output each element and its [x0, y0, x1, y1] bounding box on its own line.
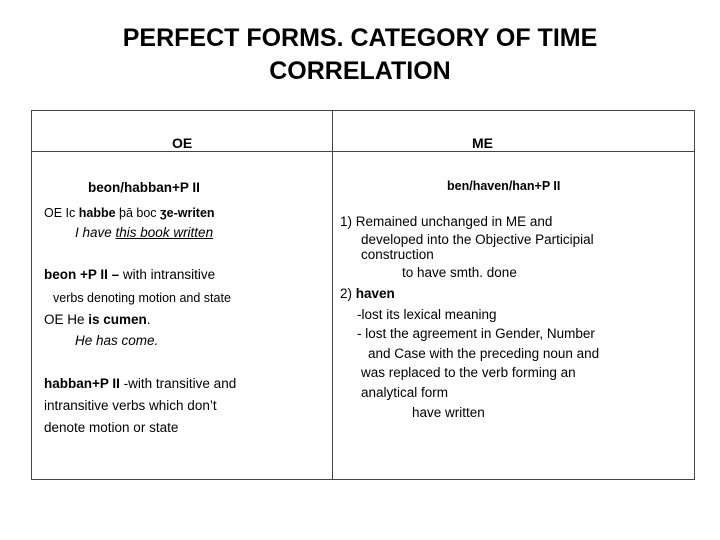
- oe-beon-rule-line2: verbs denoting motion and state: [53, 291, 231, 305]
- me-p1-line2: developed into the Objective Participial: [361, 232, 594, 247]
- me-p1-line3: construction: [361, 247, 434, 262]
- oe-beon-example-bold: is cumen: [88, 312, 147, 327]
- oe-beon-example-end: .: [146, 312, 151, 327]
- oe-beon-translation: He has come.: [75, 333, 159, 348]
- oe-habban-rule-rest: -with transitive and: [119, 376, 237, 391]
- oe-beon-rule: [44, 267, 215, 282]
- header-me: ME: [472, 135, 493, 151]
- oe-formula: beon/habban+P II: [88, 180, 200, 195]
- me-p2-line3: and Case with the preceding noun and: [368, 346, 600, 361]
- oe-translation: [75, 225, 213, 240]
- me-p2-line2: - lost the agreement in Gender, Number: [357, 326, 595, 341]
- title-line-1: PERFECT FORMS. CATEGORY OF TIME: [122, 24, 598, 52]
- oe-habban-rule-line3: denote motion or state: [44, 420, 179, 435]
- me-formula: ben/haven/han+P II: [447, 179, 561, 193]
- me-p2-bold: haven: [355, 286, 395, 301]
- header-divider: [32, 151, 694, 152]
- oe-translation-prefix: I have: [75, 225, 116, 240]
- title-line-2: CORRELATION: [269, 57, 451, 85]
- me-p2-heading: [340, 286, 395, 301]
- me-p2-line1: -lost its lexical meaning: [357, 307, 497, 322]
- column-divider: [332, 111, 333, 479]
- me-p2-line4: was replaced to the verb forming an: [361, 365, 576, 380]
- oe-beon-example: [44, 312, 151, 327]
- header-oe: OE: [172, 135, 193, 151]
- comparison-table: [31, 110, 695, 480]
- oe-example-bold: habbe: [78, 206, 116, 220]
- oe-example-end: ʒe-writen: [160, 206, 215, 220]
- oe-translation-underlined: this book written: [115, 225, 214, 240]
- oe-example: [44, 206, 215, 220]
- oe-example-mid: þā boc: [115, 206, 161, 220]
- me-p1-line1: 1) Remained unchanged in ME and: [340, 214, 553, 229]
- me-p2-line6: have written: [412, 405, 485, 420]
- oe-beon-rule-bold: beon +P II –: [44, 267, 120, 282]
- oe-beon-rule-rest: with intransitive: [119, 267, 216, 282]
- me-p2-line5: analytical form: [361, 385, 449, 400]
- page-title: [40, 22, 680, 88]
- oe-habban-rule: [44, 376, 236, 391]
- oe-habban-rule-line2: intransitive verbs which don’t: [44, 398, 217, 413]
- me-p1-line4: to have smth. done: [402, 265, 517, 280]
- oe-example-prefix: OE Ic: [44, 206, 79, 220]
- oe-beon-example-prefix: OE He: [44, 312, 89, 327]
- oe-habban-rule-bold: habban+P II: [44, 376, 120, 391]
- me-p2-prefix: 2): [340, 286, 356, 301]
